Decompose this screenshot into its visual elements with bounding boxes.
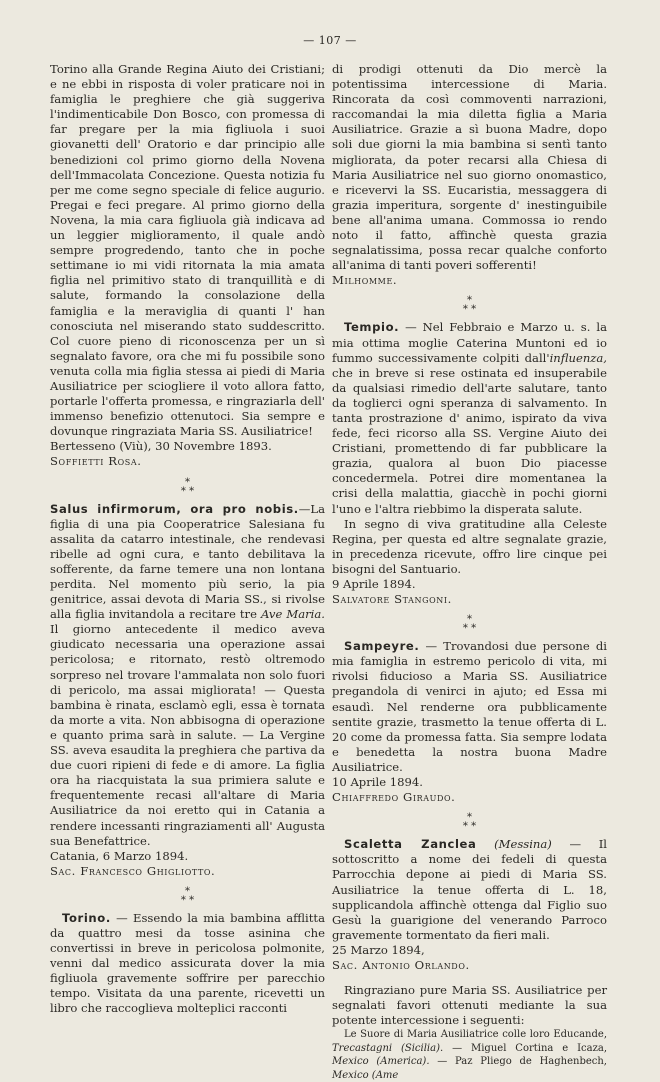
scaletta-heading: Scaletta Zanclea — [344, 837, 477, 852]
scaletta-signature: Sac. Antonio Orlando. — [332, 957, 470, 972]
sampeyre-signature: Chiaffredo Giraudo. — [332, 790, 456, 805]
thanks-list-place-1: Trecastagni (Sicilia). — [332, 1042, 444, 1054]
tempio-paragraph — [332, 320, 607, 516]
thanks-list-place-3: Mexico (Ame — [332, 1069, 399, 1081]
torino-continuation: di prodigi ottenuti da Dio mercè la potentissima intercessione di Maria. Rincorata da così commoventi narrazioni, raccomandai la mia diletta figlia a Maria Ausiliatrice. Grazie a sì buona Madre, dopo soli due giorni la mia bambina si sentì tanto migliorata, da poter recarsi alla Chiesa di Maria Ausiliatrice nel suo giorno onomastico, e ricevervi la SS. Eucaristia, messaggera di grazia imperitura, sorgente d' inestinguibile bene all'anima umana. Commossa io rendo noto il fatto, affinchè questa grazia segnalatissima, possa recar qualche conforto all'anima di tanti poveri sofferenti! — [332, 62, 607, 273]
salus-dateline: Catania, 6 Marzo 1894. — [50, 848, 189, 863]
sampeyre-dateline: 10 Aprile 1894. — [332, 775, 423, 790]
thanks-list-place-2: Mexico (America). — [332, 1056, 430, 1068]
tempio-influenza: influenza, — [549, 350, 607, 365]
salus-text-2: Il giorno antecedente il medico aveva giudicato necessaria una operazione assai pericolosa; e ritornato, restò oltremodo sorpreso nel trovare l'ammalata non solo fuori di pericolo, ma assai migliorata! — Questa bambina è rinata, esclamò egli, essa è tornata da morte a vita. Non abbisogna di operazione e quanto prima sarà in salute. — La Vergine SS. aveva esaudita la preghiera che partiva da due cuori ripieni di fede e di amore. La figlia ora ha riacquistata la sua primiera salute e frequentemente recasi all'altare di Maria Ausiliatrice da noi eretto qui in Catania a rendere incessanti ringraziamenti all' Augusta sua Benefattrice. — [50, 622, 325, 848]
section-separator: * * * — [462, 295, 477, 316]
tempio-text-1: — Nel Febbraio e Marzo u. s. la mia ottima moglie Caterina Muntoni ed io fummo successivamente colpiti dall' — [332, 320, 607, 365]
tempio-text-2: che in breve si rese ostinata ed insuperabile da qualsiasi rimedio dell'arte salutare, tanto da toglierci ogni speranza di salvamento. In tanta prostrazione d' animo, ispirato da viva fede, feci ricorso alla SS. Vergine Aiuto dei Cristiani, promettendo di far pubblicare la grazia, qualora al buon Dio piacesse concedermela. Potrei dire momentanea la crisi della malattia, giacchè in pochi giorni l'uno e l'altra riebbimo la disperata salute. — [332, 365, 607, 516]
ringraziano-paragraph: Ringraziano pure Maria SS. Ausiliatrice per segnalati favori ottenuti mediante la sua potente intercessione i seguenti: — [332, 983, 607, 1028]
scaletta-dateline: 25 Marzo 1894, — [332, 942, 425, 957]
section-separator: * * * — [180, 476, 195, 497]
torino-heading: Torino. — [62, 910, 111, 925]
section-separator: * * * — [462, 614, 477, 635]
page-number: — 107 — — [303, 34, 357, 47]
scaletta-place: (Messina) — [494, 837, 552, 852]
tempio-heading: Tempio. — [344, 320, 400, 335]
salus-text-1: —La figlia di una pia Cooperatrice Salesiana fu assalita da catarro intestinale, che rendevasi ribelle ad ogni cura, e tanto debilitava la sofferente, da farne temere una non lontana perdita. Nel momento più serio, la pia genitrice, assai devota di Maria SS., si rivolse alla figlia invitandola a recitare tre — [50, 501, 325, 622]
salus-heading: Salus infirmorum, ora pro nobis. — [50, 501, 299, 516]
intro-dateline: Bertesseno (Viù), 30 Novembre 1893. — [50, 439, 272, 454]
salus-signature: Sac. Francesco Ghigliotto. — [50, 863, 216, 878]
scaletta-text: — Il sottoscritto a nome dei fedeli di questa Parrocchia depone ai piedi di Maria SS. Ausiliatrice la tenue offerta di L. 18, supplicandola affinchè ottenga dal Figlio suo Gesù la guarigione del venerando Parroco gravemente tormentato da fieri mali. — [332, 837, 607, 942]
tempio-signature: Salvatore Stangoni. — [332, 592, 452, 607]
thanks-list — [332, 1028, 607, 1082]
tempio-dateline: 9 Aprile 1894. — [332, 577, 416, 591]
intro-signature: Soffietti Rosa. — [50, 454, 142, 469]
salus-paragraph — [50, 502, 325, 849]
thanks-list-item-1: Le Suore di Maria Ausiliatrice colle loro Educande, — [344, 1029, 607, 1041]
section-separator: * * * — [180, 885, 195, 906]
section-separator: * * * — [462, 812, 477, 833]
left-column — [50, 62, 325, 1017]
tempio-paragraph-2: In segno di viva gratitudine alla Celeste Regina, per questa ed altre segnalate grazie, in precedenza ricevute, offro lire cinque pei bisogni del Santuario. — [332, 516, 607, 576]
torino-text: — Essendo la mia bambina afflitta da quattro mesi da tosse asinina che convertissi in breve in pericolosa polmonite, venni dal medico assicurata dover la mia figliuola gravemente soffrire per parecchio tempo. Visitata da una parente, ricevetti un libro che raccoglieva molteplici racconti — [50, 910, 325, 1016]
sampeyre-text: — Trovandosi due persone di mia famiglia in estremo pericolo di vita, mi rivolsi fiducioso a Maria SS. Ausiliatrice pregandola di venirci in ajuto; ed Essa mi esaudì. Nel renderne ora pubblicamente sentite grazie, trasmetto la tenue offerta di L. 20 come da promessa fatta. Sia sempre lodata e benedetta la nostra buona Madre Ausiliatrice. — [332, 639, 607, 774]
intro-paragraph: Torino alla Grande Regina Aiuto dei Cristiani; e ne ebbi in risposta di voler praticare noi in famiglia le preghiere che già suggeriva l'indimenticabile Don Bosco, con promessa di far pregare per la mia figliuola i suoi giovanetti dell' Oratorio e dar principio alle benedizioni col primo giorno della Novena dell'Immacolata Concezione. Questa notizia fu per me come segno speciale di felice augurio. Pregai e feci pregare. Al primo giorno della Novena, la mia cara figliuola già indicava ad un leggier miglioramento, il quale andò sempre progredendo, tanto che in poche settimane io mi vidi ritornata la mia amata figlia nel primitivo stato di tranquillità e di salute, formando la consolazione della famiglia e la meraviglia di quanti l' han conosciuta nel miserando stato suddescritto. Col cuore pieno di riconoscenza per un sì segnalato favore, ora che mi fu possibile sono venuta colla mia figlia stessa ai piedi di Maria Ausiliatrice per sciogliere il voto allora fatto, portarle l'offerta promessa, e ringraziarla dell' immenso benefizio ottenutoci. Sia sempre e dovunque ringraziata Maria SS. Ausiliatrice! — [50, 62, 325, 439]
sampeyre-paragraph — [332, 639, 607, 775]
torino-signature: Milhomme. — [332, 273, 398, 288]
thanks-list-item-3: — Paz Pliego de Haghenbech, — [429, 1056, 607, 1068]
thanks-list-item-2: — Miguel Cortina e Icaza, — [443, 1042, 608, 1054]
scaletta-paragraph — [332, 837, 607, 943]
right-column — [332, 62, 607, 1082]
sampeyre-heading: Sampeyre. — [344, 639, 420, 654]
torino-paragraph — [50, 911, 325, 1017]
salus-ave: Ave Maria. — [261, 607, 325, 622]
